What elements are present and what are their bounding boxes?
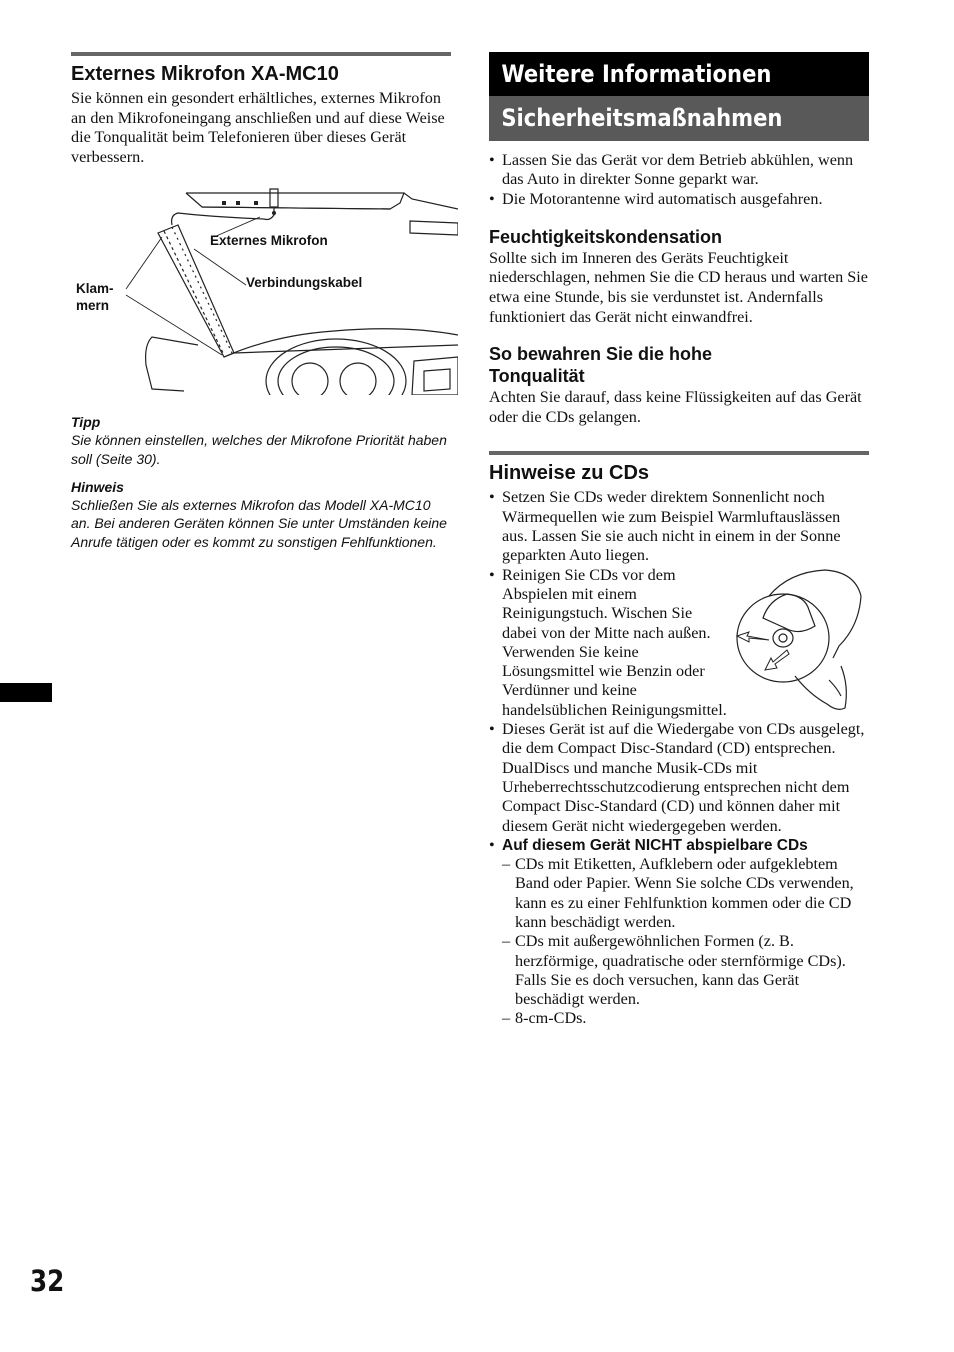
section-title-external-mic: Externes Mikrofon XA-MC10 <box>71 63 339 85</box>
right-column <box>489 52 869 1029</box>
list-item-unplayable-heading <box>489 836 869 1029</box>
unplayable-cds-heading: Auf diesem Gerät NICHT abspielbare CDs <box>502 836 808 854</box>
humidity-paragraph: Sollte sich im Inneren des Geräts Feuchtigkeit niederschlagen, nehmen Sie die CD heraus und warten Sie etwa eine Stunde, bis sie verdunstet ist. Andernfalls funktioniert das Gerät nicht einwandfrei. <box>489 248 868 326</box>
tip-title: Tipp <box>71 414 101 431</box>
list-item: • Setzen Sie CDs weder direktem Sonnenlicht noch Wärmequellen wie zum Beispiel Warmluftauslässen aus. Lassen Sie sie auch nicht in einem in der Sonne geparkten Auto liegen. <box>489 488 869 565</box>
list-item: • Lassen Sie das Gerät vor dem Betrieb abkühlen, wenn das Auto in direkter Sonne geparkt war. <box>489 151 869 190</box>
unplayable-cds-list <box>502 855 869 1029</box>
section-title-cds: Hinweise zu CDs <box>489 462 650 485</box>
left-column <box>71 52 451 551</box>
list-item: • Die Motorantenne wird automatisch ausgefahren. <box>489 190 869 209</box>
chapter-tab-marker <box>0 683 52 702</box>
chapter-header <box>489 52 869 96</box>
list-item: – CDs mit außergewöhnlichen Formen (z. B. herzförmige, quadratische oder sternförmige CDs). Falls Sie es doch versuchen, kann das Gerät beschädigt werden. <box>502 932 869 1009</box>
safety-bullet-list <box>489 151 869 209</box>
tip-text: Sie können einstellen, welches der Mikrofone Priorität haben soll (Seite 30). <box>71 432 447 467</box>
note-title: Hinweis <box>71 478 124 495</box>
sound-quality-paragraph: Achten Sie darauf, dass keine Flüssigkeiten auf das Gerät oder die CDs gelangen. <box>489 388 862 426</box>
section-header <box>489 96 869 141</box>
section-title-safety: Sicherheitsmaßnahmen <box>501 104 783 132</box>
label-external-mic: Externes Mikrofon <box>210 233 328 249</box>
cleaning-text: • Reinigen Sie CDs vor dem Abspielen mit einem Reinigungstuch. Wischen Sie dabei von der Mitte nach außen. Verwenden Sie keine Lösungsmittel wie Benzin oder Verdünner und keine handelsüblichen Reinigungsmittel. <box>502 565 727 719</box>
subheading-sound-quality: So bewahren Sie die hohe Tonqualität <box>489 344 713 387</box>
tip-block <box>71 413 451 468</box>
windshield-mic-illustration <box>74 185 458 395</box>
list-item: – CDs mit Etiketten, Aufklebern oder aufgeklebtem Band oder Papier. Wenn Sie solche CDs verwenden, kann es zu einer Fehlfunktion kommen oder die CD kann beschädigt werden. <box>502 855 869 932</box>
note-block <box>71 478 451 552</box>
label-connection-cable: Verbindungskabel <box>246 275 363 291</box>
list-item-cleaning <box>489 566 869 720</box>
note-text: Schließen Sie als externes Mikrofon das Modell XA-MC10 an. Bei anderen Geräten können Sie unter Umständen keine Anrufe tätigen oder es kommt zu sonstigen Fehlfunktionen. <box>71 496 447 550</box>
section-rule <box>71 52 451 56</box>
label-clamps-line2: mern <box>76 298 110 314</box>
label-clamps-line1: Klam- <box>76 281 114 297</box>
cd-cleaning-illustration <box>729 566 869 716</box>
cd-bullet-list <box>489 488 869 1028</box>
chapter-title: Weitere Informationen <box>501 60 772 88</box>
page-number: 32 <box>30 1264 65 1298</box>
subheading-humidity: Feuchtigkeitskondensation <box>489 226 723 247</box>
list-item: • Dieses Gerät ist auf die Wiedergabe von CDs ausgelegt, die dem Compact Disc-Standard (CD) entsprechen. DualDiscs und manche Musik-CDs mit Urheberrechtsschutzcodierung entsprechen nicht dem Compact Disc-Standard (CD) und können daher mit diesem Gerät nicht wiedergegeben werden. <box>489 720 869 836</box>
list-item: – 8-cm-CDs. <box>502 1009 869 1028</box>
intro-paragraph: Sie können ein gesondert erhältliches, externes Mikrofon an den Mikrofoneingang anschließen und auf diese Weise die Tonqualität beim Telefonieren über dieses Gerät verbessern. <box>71 89 445 166</box>
section-rule <box>489 451 869 455</box>
